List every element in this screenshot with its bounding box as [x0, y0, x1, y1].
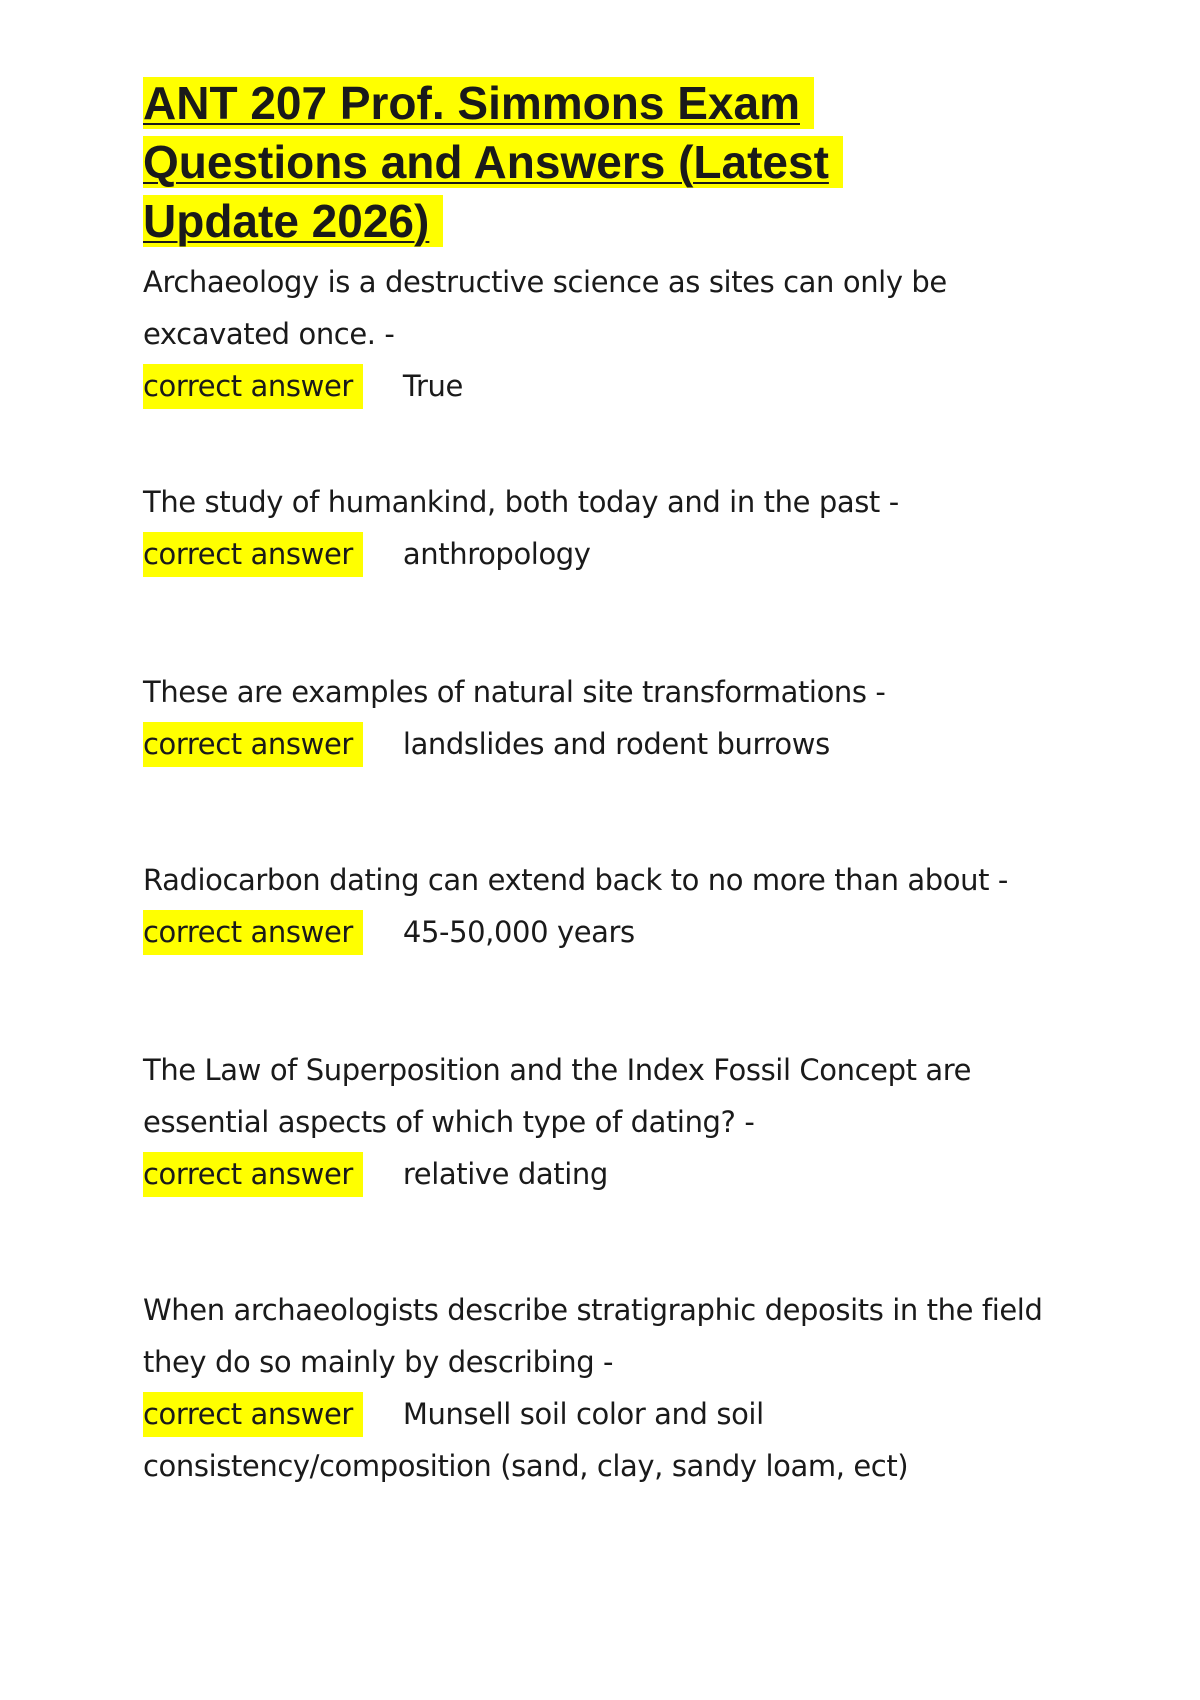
qa-item [143, 476, 1083, 580]
answer-text: landslides and rodent burrows [402, 727, 830, 761]
correct-answer-label: correct answer [143, 722, 363, 767]
qa-item [143, 1044, 1083, 1200]
document-title [143, 74, 883, 251]
question-text: When archaeologists describe stratigraphic deposits in the field they do so mainly by describing - [143, 1293, 1043, 1379]
qa-item [143, 854, 1083, 958]
answer-line [143, 906, 1083, 958]
question-text: The study of humankind, both today and in the past - [143, 485, 899, 519]
correct-answer-label: correct answer [143, 1392, 363, 1437]
answer-text: Munsell soil color and soil consistency/composition (sand, clay, sandy loam, ect) [143, 1397, 909, 1483]
answer-line [143, 528, 1083, 580]
correct-answer-label: correct answer [143, 1152, 363, 1197]
correct-answer-label: correct answer [143, 910, 363, 955]
qa-item [143, 666, 1083, 770]
question-text: These are examples of natural site transformations - [143, 675, 886, 709]
question-text: The Law of Superposition and the Index Fossil Concept are essential aspects of which type of dating? - [143, 1053, 972, 1139]
document-title-text: ANT 207 Prof. Simmons Exam Questions and Answers (Latest Update 2026) [143, 77, 843, 247]
question-text: Archaeology is a destructive science as sites can only be excavated once. - [143, 265, 947, 351]
question-text: Radiocarbon dating can extend back to no more than about - [143, 863, 1008, 897]
answer-line [143, 1388, 1083, 1492]
correct-answer-label: correct answer [143, 364, 363, 409]
answer-line [143, 360, 1083, 412]
answer-text: True [402, 369, 463, 403]
document-content [143, 74, 1083, 1483]
qa-item [143, 256, 1083, 412]
answer-text: relative dating [402, 1157, 608, 1191]
qa-item [143, 1284, 1083, 1492]
answer-line [143, 1148, 1083, 1200]
correct-answer-label: correct answer [143, 532, 363, 577]
answer-text: anthropology [402, 537, 591, 571]
answer-line [143, 718, 1083, 770]
answer-text: 45-50,000 years [402, 915, 635, 949]
